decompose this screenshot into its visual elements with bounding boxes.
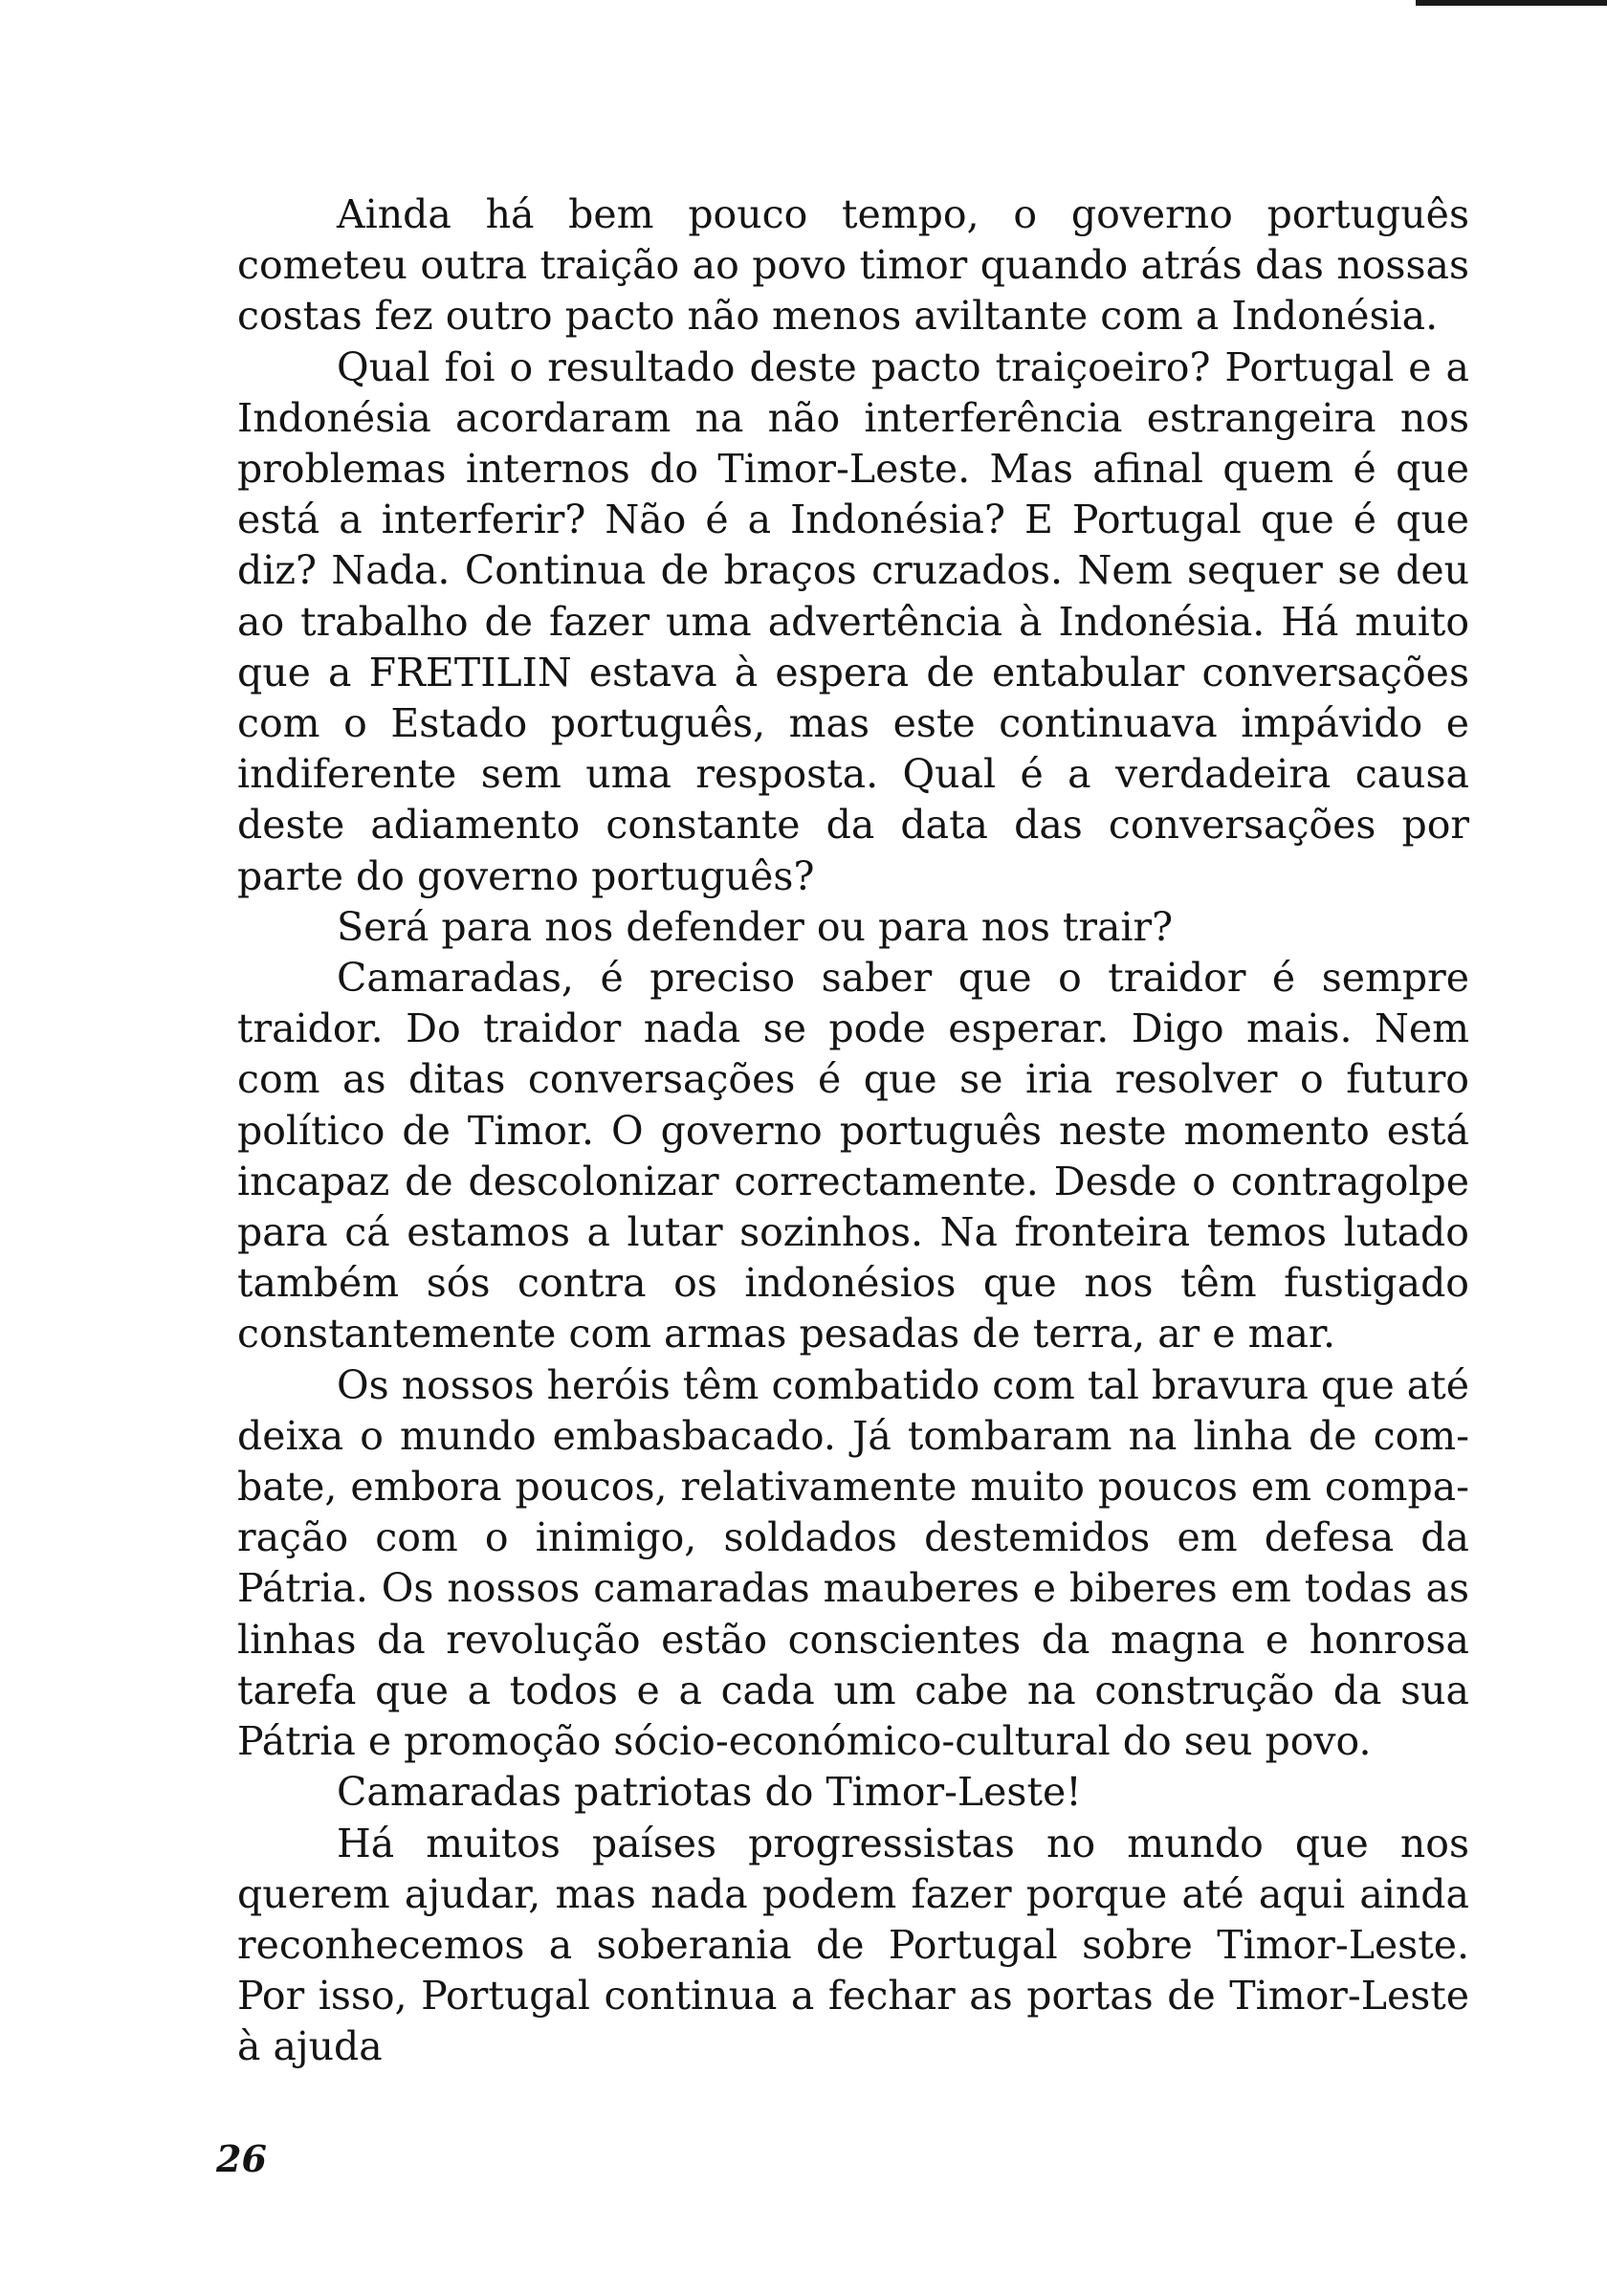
scan-edge-rule (1416, 0, 1607, 6)
paragraph: Qual foi o resultado deste pacto traiçoeiro? Portugal e a Indonésia acordaram na não interferência estrangeira nos problemas internos do Timor-Leste. Mas afinal quem é que está a interferir? Não é a Indonésia? E Portugal que é que diz? Nada. Continua de braços cruzados. Nem sequer se deu ao trabalho de fazer uma advertência à Indonésia. Há muito que a FRETILIN estava à espera de entabular conversações com o Estado português, mas este continuava impávido e indiferente sem uma resposta. Qual é a verdadeira causa deste adiamento constante da data das conversações por parte do governo português? (237, 343, 1469, 899)
page-number: 26 (216, 2137, 267, 2180)
paragraph: Camaradas, é preciso saber que o traidor é sempre traidor. Do traidor nada se pode esperar. Digo mais. Nem com as ditas conversações é que se iria resolver o futuro político de Timor. O governo português neste momento está incapaz de descolonizar correctamente. Desde o contragolpe para cá estamos a lutar sozinhos. Na fronteira temos lutado também sós contra os indonésios que nos têm fustigado constantemente com armas pesadas de terra, ar e mar. (237, 955, 1469, 1358)
body-text (237, 189, 1469, 2073)
paragraph: Será para nos defender ou para nos trair? (337, 903, 1174, 950)
paragraph: Ainda há bem pouco tempo, o governo português cometeu outra traição ao povo timor quando atrás das nossas costas fez outro pacto não menos aviltante com a Indonésia. (237, 191, 1469, 340)
paragraph: Os nossos heróis têm combatido com tal bravura que até deixa o mundo embasbacado. Já tombaram na linha de combate, embora poucos, relativamente muito poucos em comparação com o inimigo, soldados destemidos em defesa da Pátria. Os nossos camaradas mauberes e biberes em todas as linhas da revolução estão conscientes da magna e honrosa tarefa que a todos e a cada um cabe na construção da sua Pátria e promoção sócio-económico-cultural do seu povo. (237, 1361, 1469, 1765)
paragraph: Há muitos países progressistas no mundo que nos querem ajudar, mas nada podem fazer porque até aqui ainda reconhecemos a soberania de Portugal sobre Timor-Leste. Por isso, Portugal continua a fechar as portas de Timor-Leste à ajuda (237, 1820, 1469, 2070)
paragraph: Camaradas patriotas do Timor-Leste! (337, 1769, 1082, 1816)
